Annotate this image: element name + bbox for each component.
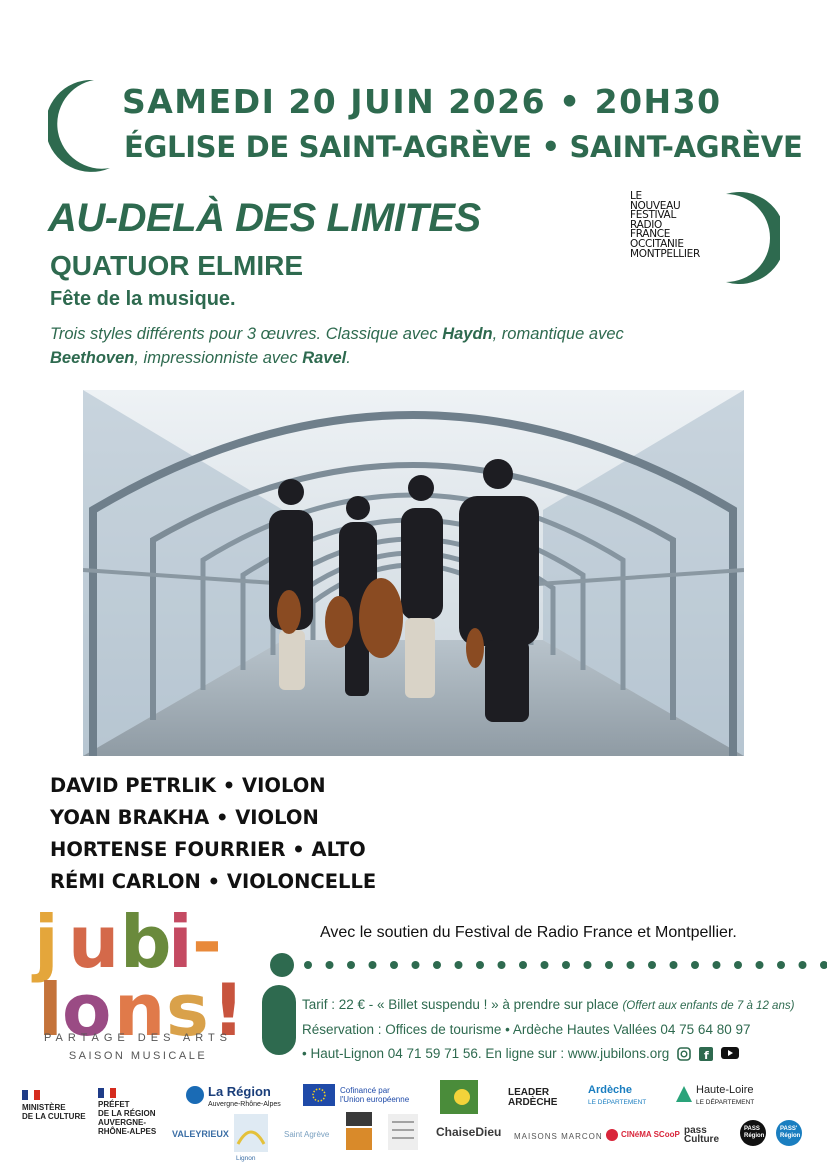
sponsor-ardeche-sub: LE DÉPARTEMENT bbox=[588, 1099, 647, 1106]
festival-logo-text: LE NOUVEAU FESTIVAL RADIO FRANCE OCCITANIE MONTPELLIER bbox=[630, 190, 700, 260]
divider-dot bbox=[756, 961, 764, 969]
divider-dot bbox=[541, 961, 549, 969]
divider-dot bbox=[627, 961, 635, 969]
svg-text:jubi-lons!: jubi-lons! bbox=[28, 905, 33, 906]
divider-dot bbox=[498, 961, 506, 969]
sponsor-region: La Région bbox=[208, 1084, 271, 1099]
sponsor-cinema: CINéMA SCooP bbox=[621, 1130, 680, 1139]
concert-title: AU-DELÀ DES LIMITES bbox=[48, 196, 481, 240]
musician-item: RÉMI CARLON • VIOLONCELLE bbox=[50, 870, 377, 893]
crescent-moon-icon bbox=[48, 80, 110, 172]
ensemble-name: QUATUOR ELMIRE bbox=[50, 250, 304, 281]
divider-dot bbox=[326, 961, 334, 969]
sponsor-haute-loire-sub: LE DÉPARTEMENT bbox=[696, 1099, 755, 1106]
tarif-line: Tarif : 22 € - « Billet suspendu ! » à prendre sur place (Offert aux enfants de 7 à 12 ans) bbox=[302, 997, 795, 1012]
festival-radio-france-logo bbox=[630, 192, 780, 284]
concert-description: Trois styles différents pour 3 œuvres. Classique avec Haydn, romantique avec Beethoven, impressionniste avec Ravel. bbox=[50, 325, 624, 367]
partner-logo-icon bbox=[346, 1112, 372, 1150]
divider-dot bbox=[605, 961, 613, 969]
divider-dot bbox=[777, 961, 785, 969]
svg-text:o: o bbox=[62, 968, 112, 1052]
divider-dot bbox=[369, 961, 377, 969]
event-date-time: SAMEDI 20 JUIN 2026 • 20H30 bbox=[122, 82, 722, 121]
composer-haydn: Haydn bbox=[442, 325, 493, 343]
haute-loire-icon bbox=[676, 1086, 692, 1102]
musician-item: DAVID PETRLIK • VIOLON bbox=[50, 774, 326, 797]
divider-dot bbox=[584, 961, 592, 969]
support-text: Avec le soutien du Festival de Radio France et Montpellier. bbox=[320, 924, 737, 941]
reservation-line: Réservation : Offices de tourisme • Ardèche Hautes Vallées 04 75 64 80 97 bbox=[302, 1022, 751, 1037]
jubilons-tagline: PARTAGE DES ARTS bbox=[44, 1032, 232, 1044]
divider-dot bbox=[412, 961, 420, 969]
sponsor-saint-agreve: Saint Agrève bbox=[284, 1130, 330, 1139]
svg-text:f: f bbox=[703, 1049, 709, 1062]
jubilons-season: SAISON MUSICALE bbox=[68, 1050, 208, 1062]
quartet-photo bbox=[83, 390, 744, 756]
svg-text:i: i bbox=[168, 905, 193, 984]
sponsor-region-sub: Auvergne-Rhône-Alpes bbox=[208, 1101, 281, 1108]
svg-text:!: ! bbox=[212, 968, 245, 1052]
eu-flag-icon bbox=[303, 1084, 335, 1106]
svg-text:s: s bbox=[166, 968, 209, 1052]
sponsor-eu: Cofinancé par l'Union européenne bbox=[340, 1086, 410, 1104]
musician-item: YOAN BRAKHA • VIOLON bbox=[50, 806, 319, 829]
region-logo-icon bbox=[186, 1086, 204, 1104]
svg-text:u: u bbox=[68, 905, 120, 984]
lignon-logo-icon bbox=[234, 1114, 268, 1152]
sponsor-ardeche: Ardèche bbox=[588, 1084, 633, 1096]
youtube-icon[interactable] bbox=[721, 1047, 739, 1061]
sponsor-pass-culture: pass Culture bbox=[684, 1125, 719, 1145]
svg-text:n: n bbox=[114, 968, 166, 1052]
divider-dot bbox=[304, 961, 312, 969]
divider-dot bbox=[433, 961, 441, 969]
composer-ravel: Ravel bbox=[302, 349, 347, 367]
sponsor-ministere: MINISTÈRE DE LA CULTURE bbox=[22, 1103, 86, 1121]
sponsor-prefet: PRÉFET DE LA RÉGION AUVERGNE- RHÔNE-ALPES bbox=[98, 1100, 157, 1136]
sponsor-pass-region-2: PASS' Région bbox=[780, 1126, 801, 1139]
sponsor-leader: LEADER ARDÈCHE bbox=[508, 1087, 558, 1108]
divider-dot bbox=[734, 961, 742, 969]
marianne-flag-icon bbox=[22, 1090, 40, 1100]
sponsor-pass-region: PASS Région bbox=[744, 1126, 765, 1139]
divider-dot bbox=[820, 961, 827, 969]
festival-moon-icon bbox=[716, 192, 780, 284]
facebook-icon[interactable] bbox=[699, 1047, 713, 1061]
svg-text:-: - bbox=[192, 905, 222, 984]
sponsor-valeyrieux: VALEYRIEUX bbox=[172, 1129, 229, 1139]
ticket-info bbox=[302, 993, 822, 1066]
divider-dot bbox=[390, 961, 398, 969]
svg-text:b: b bbox=[120, 905, 172, 984]
sponsor-haute-loire: Haute-Loire bbox=[696, 1084, 754, 1096]
svg-text:l: l bbox=[38, 968, 63, 1052]
sponsors-strip bbox=[0, 1080, 827, 1169]
divider-dot bbox=[648, 961, 656, 969]
svg-text:j: j bbox=[34, 905, 59, 984]
cinema-icon bbox=[606, 1129, 618, 1141]
info-icon bbox=[262, 985, 296, 1055]
marianne-flag-icon bbox=[98, 1088, 116, 1098]
musician-item: HORTENSE FOURRIER • ALTO bbox=[50, 838, 366, 861]
instagram-icon[interactable] bbox=[677, 1047, 691, 1061]
online-line bbox=[302, 1042, 822, 1066]
divider-dot bbox=[455, 961, 463, 969]
sponsor-maisons-marcon: MAISONS MARCON bbox=[514, 1132, 603, 1141]
event-venue: ÉGLISE DE SAINT-AGRÈVE • SAINT-AGRÈVE bbox=[124, 130, 803, 164]
divider-dot bbox=[670, 961, 678, 969]
concert-subtitle: Fête de la musique. bbox=[50, 288, 236, 310]
composer-beethoven: Beethoven bbox=[50, 349, 135, 367]
sponsor-chaise-dieu: ChaiseDieu bbox=[436, 1125, 502, 1139]
divider-dot bbox=[562, 961, 570, 969]
dotted-divider bbox=[270, 952, 827, 978]
leader-logo-icon bbox=[440, 1080, 478, 1114]
sponsor-lignon: Lignon bbox=[236, 1155, 256, 1162]
musicians-list bbox=[50, 770, 376, 898]
divider-dot bbox=[519, 961, 527, 969]
divider-dot bbox=[476, 961, 484, 969]
jubilons-text-overlay bbox=[28, 905, 248, 1045]
partner-logo-icon bbox=[388, 1114, 418, 1150]
divider-dot bbox=[347, 961, 355, 969]
website-link[interactable]: • Haut-Lignon 04 71 59 71 56. En ligne sur : www.jubilons.org bbox=[302, 1046, 670, 1061]
divider-dot bbox=[799, 961, 807, 969]
divider-dot bbox=[691, 961, 699, 969]
divider-dot bbox=[713, 961, 721, 969]
